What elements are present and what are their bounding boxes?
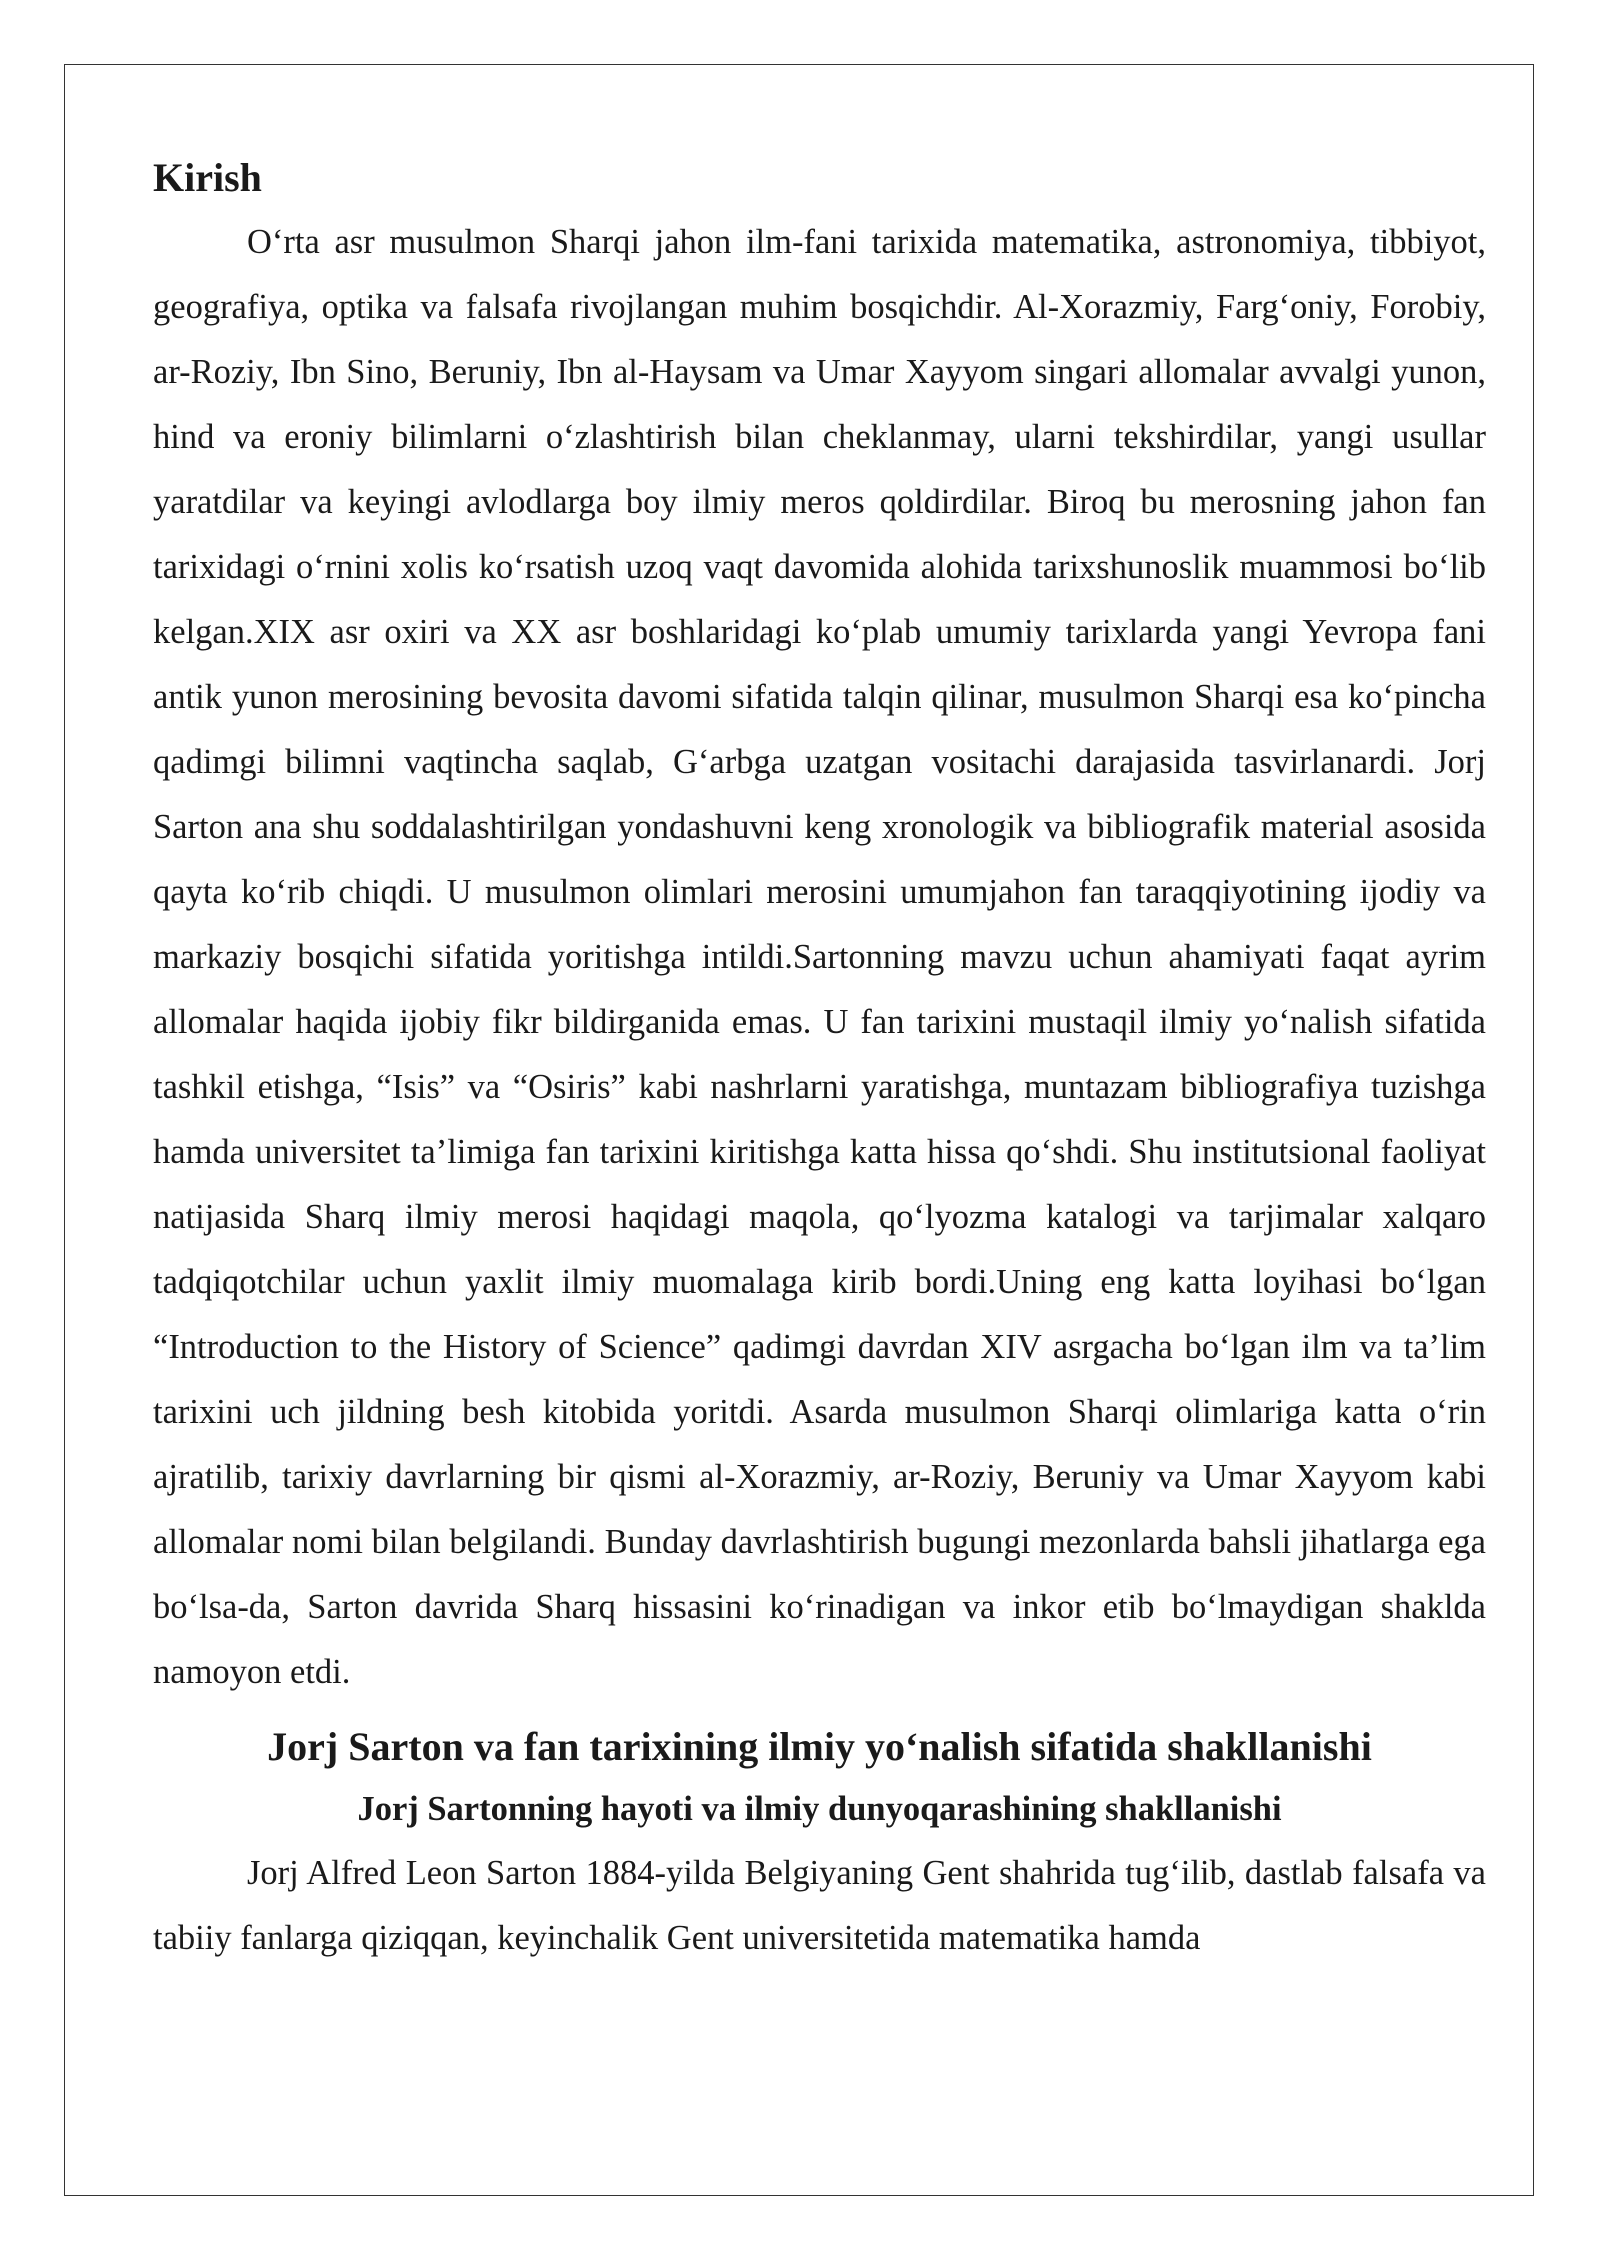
- section-paragraph: Jorj Alfred Leon Sarton 1884-yilda Belgiyaning Gent shahrida tug‘ilib, dastlab falsafa va tabiiy fanlarga qiziqqan, keyinchalik Gent universitetida matematika hamda: [153, 1854, 1486, 1957]
- section-heading: Jorj Sartonning hayoti va ilmiy dunyoqarashining shakllanishi: [357, 1790, 1282, 1828]
- chapter-heading: Jorj Sarton va fan tarixining ilmiy yo‘nalish sifatida shakllanishi: [267, 1724, 1372, 1769]
- intro-paragraph: O‘rta asr musulmon Sharqi jahon ilm-fani tarixida matematika, astronomiya, tibbiyot, geografiya, optika va falsafa rivojlangan muhim bosqichdir. Al-Xorazmiy, Farg‘oniy, Forobiy, ar-Roziy, Ibn Sino, Beruniy, Ibn al-Haysam va Umar Xayyom singari allomalar avvalgi yunon, hind va eroniy bilimlarni o‘zlashtirish bilan cheklanmay, ularni tekshirdilar, yangi usullar yaratdilar va keyingi avlodlarga boy ilmiy meros qoldirdilar. Biroq bu merosning jahon fan tarixidagi o‘rnini xolis ko‘rsatish uzoq vaqt davomida alohida tarixshunoslik muammosi bo‘lib kelgan.XIX asr oxiri va XX asr boshlaridagi ko‘plab umumiy tarixlarda yangi Yevropa fani antik yunon merosining bevosita davomi sifatida talqin qilinar, musulmon Sharqi esa ko‘pincha qadimgi bilimni vaqtincha saqlab, G‘arbga uzatgan vositachi darajasida tasvirlanardi. Jorj Sarton ana shu soddalashtirilgan yondashuvni keng xronologik va bibliografik material asosida qayta ko‘rib chiqdi. U musulmon olimlari merosini umumjahon fan taraqqiyotining ijodiy va markaziy bosqichi sifatida yoritishga intildi.Sartonning mavzu uchun ahamiyati faqat ayrim allomalar haqida ijobiy fikr bildirganida emas. U fan tarixini mustaqil ilmiy yo‘nalish sifatida tashkil etishga, “Isis” va “Osiris” kabi nashrlarni yaratishga, muntazam bibliografiya tuzishga hamda universitet ta’limiga fan tarixini kiritishga katta hissa qo‘shdi. Shu institutsional faoliyat natijasida Sharq ilmiy merosi haqidagi maqola, qo‘lyozma katalogi va tarjimalar xalqaro tadqiqotchilar uchun yaxlit ilmiy muomalaga kirib bordi.Uning eng katta loyihasi bo‘lgan “Introduction to the History of Science” qadimgi davrdan XIV asrgacha bo‘lgan ilm va ta’lim tarixini uch jildning besh kitobida yoritdi. Asarda musulmon Sharqi olimlariga katta o‘rin ajratilib, tarixiy davrlarning bir qismi al-Xorazmiy, ar-Roziy, Beruniy va Umar Xayyom kabi allomalar nomi bilan belgilandi. Bunday davrlashtirish bugungi mezonlarda bahsli jihatlarga ega bo‘lsa-da, Sarton davrida Sharq hissasini ko‘rinadigan va inkor etib bo‘lmaydigan shaklda namoyon etdi.: [153, 223, 1486, 1691]
- intro-heading: Kirish: [153, 155, 262, 200]
- document-body: [153, 150, 1486, 1971]
